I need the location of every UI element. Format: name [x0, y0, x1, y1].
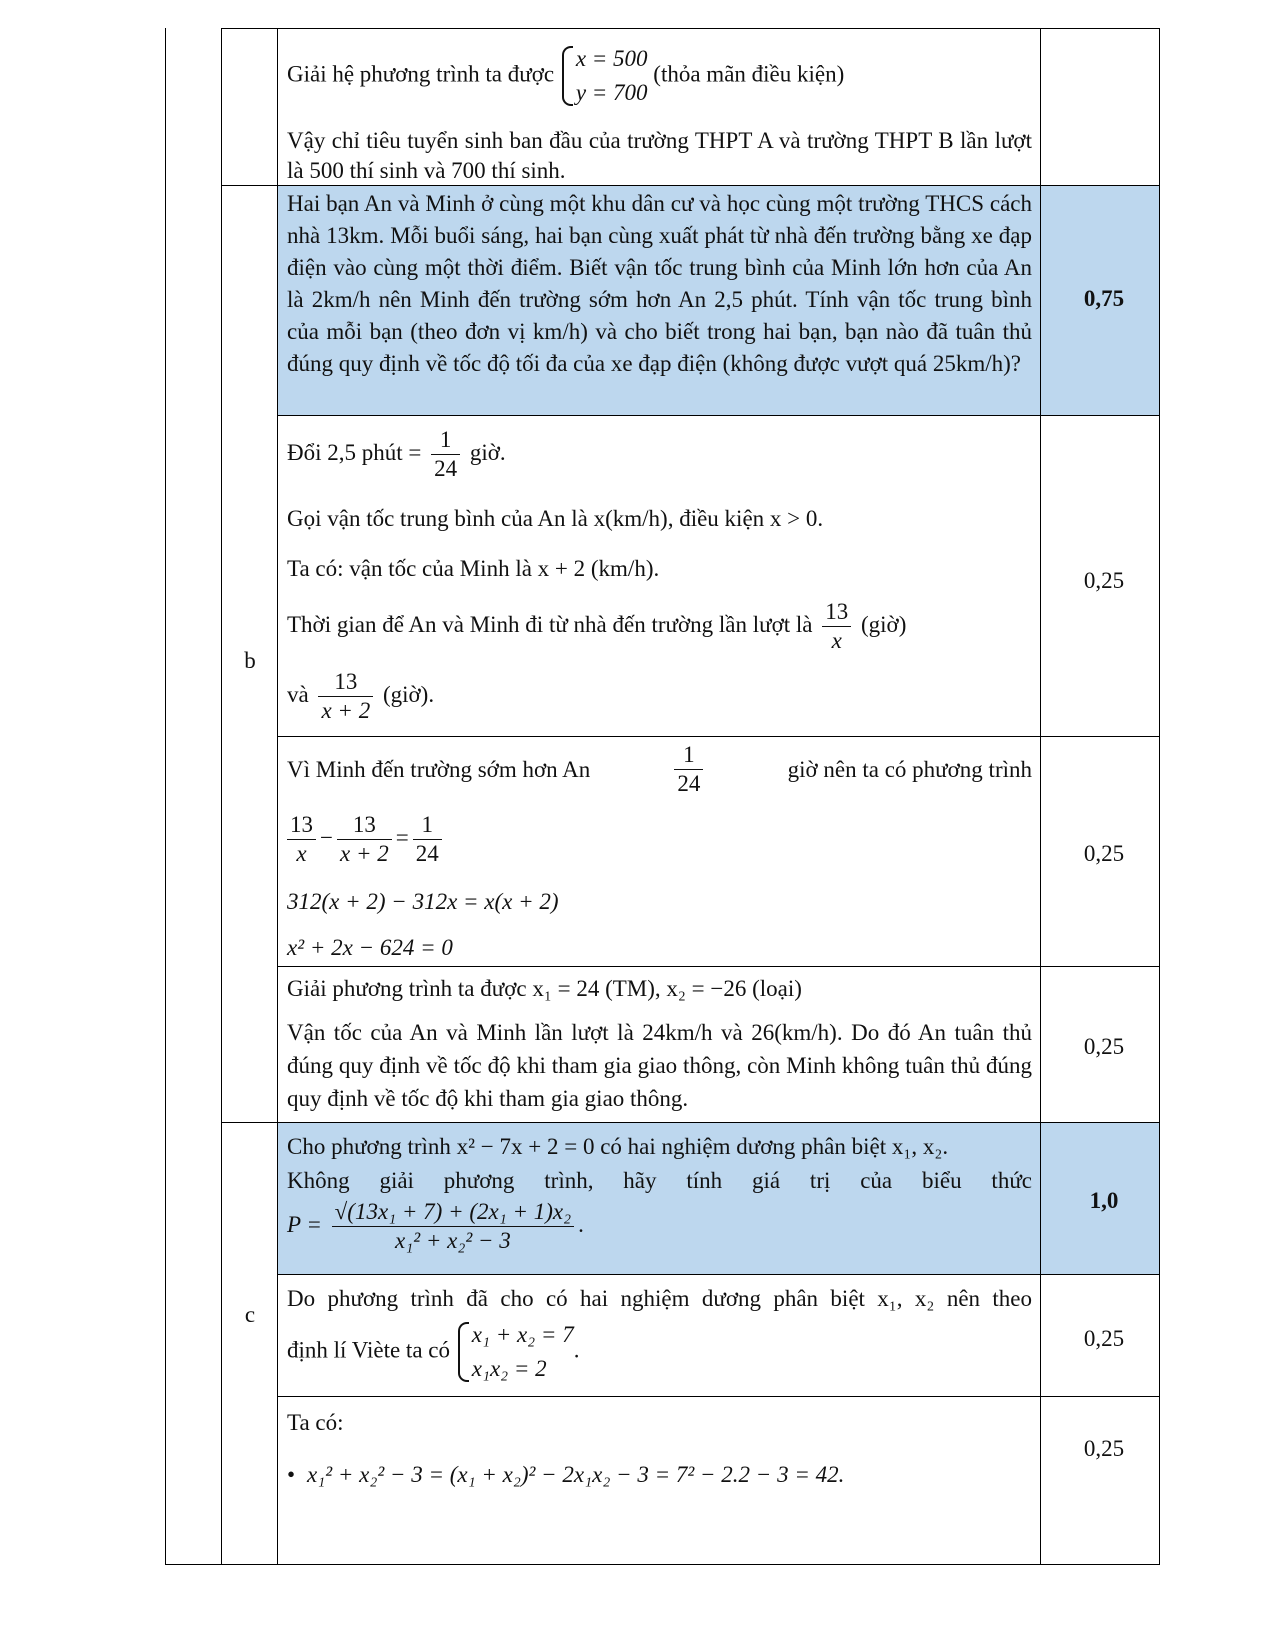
question-b-text: Hai bạn An và Minh ở cùng một khu dân cư và học cùng một trường THCS cách nhà 13km. Mỗi buổi sáng, hai bạn cùng xuất phát từ nhà đến trường bằng xe đạp điện vào cùng một thời điểm. Biết vận tốc trung bình của Minh lớn hơn của An là 2km/h nên Minh đến trường sớm hơn An 2,5 phút. Tính vận tốc trung bình của mỗi bạn (theo đơn vị km/h) và cho biết trong hai bạn, bạn nào đã tuân thủ đúng quy định về tốc độ tối đa của xe đạp điện (không được vượt quá 25km/h)?: [287, 191, 1032, 376]
fraction-1-24: $\frac{1}{24}$: [431, 426, 460, 483]
solution-b-step3: Giải phương trình ta được x₁ = 24 (TM), x₂ = −26 (loại) Vận tốc của An và Minh lần lượt là 24km/h và 26(km/h). Do đó An tuân thủ đúng quy định về tốc độ khi tham gia giao thông, còn Minh không tuân thủ đúng quy định về tốc độ khi tham gia giao thông.: [287, 976, 1032, 1111]
score-c1: 0,25: [1083, 1326, 1125, 1351]
score-c-total: 1,0: [1089, 1188, 1119, 1213]
solution-c-step2: Ta có: • x₁² + x₂² − 3 = (x₁ + x₂)² − 2x₁x₂ − 3 = 7² − 2.2 − 3 = 42.: [287, 1410, 845, 1487]
score-b1: 0,25: [1083, 568, 1125, 593]
expression-P: $\frac{\text{√(13x₁ + 7) + (2x₁ + 1)x₂}}{\text{x₁² + x₂² − 3}}$: [332, 1198, 574, 1255]
fraction-13-x-plus-2: $\frac{13}{x + 2}$: [318, 668, 373, 725]
viete-system: x₁ + x₂ = 7 x₁x₂ = 2: [456, 1318, 574, 1386]
answer-table: [165, 28, 1160, 1565]
fraction-13-x: $\frac{13}{x}$: [822, 598, 851, 655]
conclusion-text: Vậy chỉ tiêu tuyển sinh ban đầu của trường THPT A và trường THPT B lần lượt là 500 thí sinh và 700 thí sinh.: [287, 128, 1032, 183]
solution-b-step1: Đổi 2,5 phút = $\frac{1}{24}$ giờ. Gọi vận tốc trung bình của An là x(km/h), điều kiện x > 0. Ta có: vận tốc của Minh là x + 2 (km/h). Thời gian để An và Minh đi từ nhà đến trường lần lượt là $\frac{13}{x}$ (giờ) và $\frac{13}{x + 2}$ (giờ).: [287, 427, 907, 723]
score-c2: 0,25: [1083, 1436, 1125, 1461]
part-label-c: c: [244, 1302, 256, 1327]
solution-row-system: Giải hệ phương trình ta được x = 500 y = 700 (thỏa mãn điều kiện) Vậy chỉ tiêu tuyển sinh ban đầu của trường THPT A và trường THPT B lần lượt là 500 thí sinh và 700 thí sinh.: [287, 42, 1032, 186]
question-c-text: Cho phương trình x² − 7x + 2 = 0 có hai nghiệm dương phân biệt x₁, x₂. Không giải phương trình, hãy tính giá trị của biểu thức P = $\frac{\text{√(13x₁ + 7) + (2x₁ + 1)x₂}}{\text{x₁² + x₂² − 3}}$ .: [287, 1134, 1032, 1253]
equation-fractions: $\frac{13}{x}$ − $\frac{13}{x + 2}$ = $\frac{1}{24}$: [287, 811, 446, 868]
solution-b-step2: Vì Minh đến trường sớm hơn An $\frac{1}{24}$ giờ nên ta có phương trình $\frac{13}{x}$ − $\frac{13}{x + 2}$ = $\frac{1}{24}$ 312(x + 2) − 312x = x(x + 2) x² + 2x − 624 = 0: [287, 742, 1032, 960]
part-label-b: b: [244, 648, 256, 673]
score-b3: 0,25: [1083, 1034, 1125, 1059]
score-b-total: 0,75: [1083, 286, 1125, 311]
score-b2: 0,25: [1083, 841, 1125, 866]
equation-system: x = 500 y = 700: [560, 42, 648, 110]
solution-c-step1: Do phương trình đã cho có hai nghiệm dương phân biệt x₁, x₂ nên theo định lí Viète ta có x₁ + x₂ = 7 x₁x₂ = 2 .: [287, 1284, 1032, 1386]
